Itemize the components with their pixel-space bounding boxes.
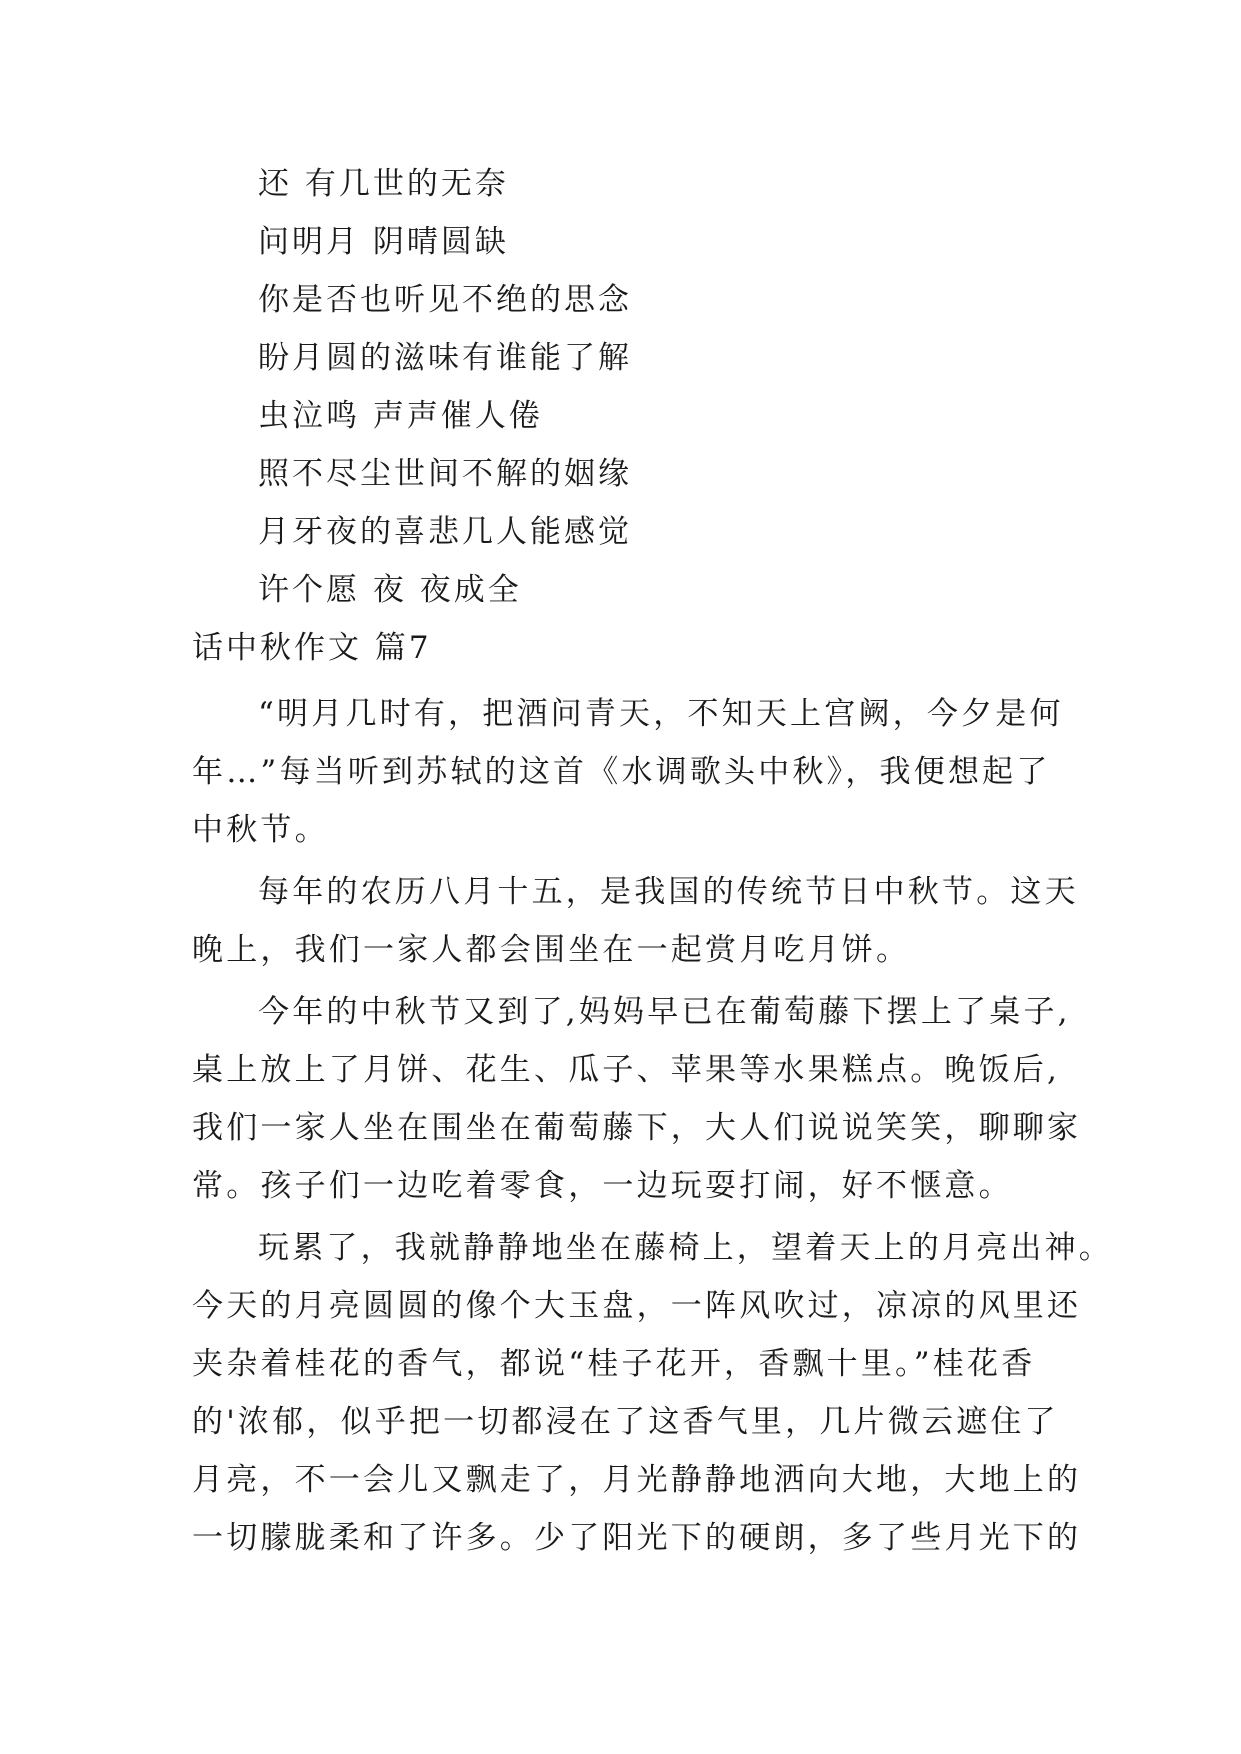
poem-line: 虫泣鸣 声声催人倦 [258, 398, 543, 434]
paragraph-line: 年…”每当听到苏轼的这首《水调歌头中秋》，我便想起了 [192, 754, 1051, 790]
paragraph-line: 桌上放上了月饼、花生、瓜子、苹果等水果糕点。晚饭后, [192, 1052, 1061, 1088]
paragraph-line: 今年的中秋节又到了,妈妈早已在葡萄藤下摆上了桌子, [258, 994, 1071, 1030]
paragraph-line: 我们一家人坐在围坐在葡萄藤下，大人们说说笑笑，聊聊家 [192, 1110, 1082, 1146]
poem-line: 许个愿 夜 夜成全 [258, 572, 522, 608]
poem-line: 你是否也听见不绝的思念 [258, 282, 632, 318]
poem-line: 问明月 阴晴圆缺 [258, 224, 509, 260]
paragraph-line: 月亮，不一会儿又飘走了，月光静静地洒向大地，大地上的 [192, 1462, 1082, 1498]
poem-line: 月牙夜的喜悲几人能感觉 [258, 514, 632, 550]
poem-line: 盼月圆的滋味有谁能了解 [258, 340, 632, 376]
paragraph-line: 今天的月亮圆圆的像个大玉盘，一阵风吹过，凉凉的风里还 [192, 1288, 1082, 1324]
paragraph-line: 中秋节。 [192, 812, 329, 848]
poem-line: 还 有几世的无奈 [258, 166, 509, 202]
paragraph-line: 的'浓郁，似乎把一切都浸在了这香气里，几片微云遮住了 [192, 1404, 1059, 1440]
paragraph-line: 每年的农历八月十五，是我国的传统节日中秋节。这天 [258, 874, 1079, 910]
section-title: 话中秋作文 篇7 [192, 630, 432, 666]
paragraph-line: 夹杂着桂花的香气，都说“桂子花开，香飘十里。”桂花香 [192, 1346, 1036, 1382]
poem-line: 照不尽尘世间不解的姻缘 [258, 456, 632, 492]
paragraph-line: 常。孩子们一边吃着零食，一边玩耍打闹，好不惬意。 [192, 1168, 1013, 1204]
paragraph-line: 玩累了，我就静静地坐在藤椅上，望着天上的月亮出神。 [258, 1230, 1113, 1266]
paragraph-line: 晚上，我们一家人都会围坐在一起赏月吃月饼。 [192, 932, 911, 968]
paragraph-line: “明月几时有，把酒问青天，不知天上宫阙，今夕是何 [258, 696, 1064, 732]
paragraph-line: 一切朦胧柔和了许多。少了阳光下的硬朗，多了些月光下的 [192, 1520, 1082, 1556]
